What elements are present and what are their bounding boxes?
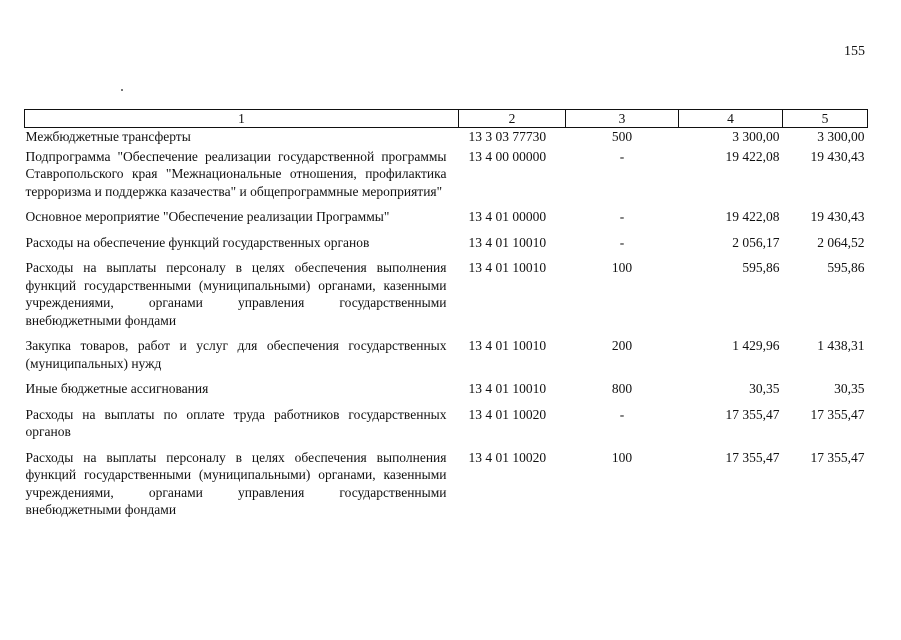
row-name: Межбюджетные трансферты — [25, 129, 191, 144]
header-col-1: 1 — [25, 110, 459, 128]
row-type: - — [619, 406, 625, 422]
header-col-4: 4 — [679, 110, 783, 128]
table-row — [25, 337, 868, 380]
row-code: 13 4 01 10010 — [468, 260, 547, 275]
row-value-5: 1 438,31 — [817, 338, 865, 353]
row-value-4: 1 429,96 — [732, 338, 780, 353]
row-value-5: 19 430,43 — [810, 209, 865, 224]
table-row — [25, 380, 868, 406]
row-name: Подпрограмма "Обеспечение реализации государственной программы Ставропольского края "Межнациональные отношения, профилактика терроризма и поддержка казачества" и общепрограммные мероприятия" — [25, 148, 447, 199]
row-type: 800 — [611, 381, 633, 396]
row-type: - — [619, 209, 625, 224]
row-value-4: 17 355,47 — [725, 449, 780, 465]
row-name: Основное мероприятие "Обеспечение реализации Программы" — [25, 209, 390, 224]
table-row — [25, 208, 868, 234]
row-value-5: 19 430,43 — [810, 148, 865, 164]
row-type: - — [619, 148, 625, 164]
row-name: Расходы на выплаты персоналу в целях обеспечения выполнения функций государственными (муниципальными) органами, казенными учреждениями, органами управления государственными внебюджетными фондами — [25, 449, 447, 517]
row-code: 13 4 01 10010 — [468, 338, 547, 353]
row-value-4: 19 422,08 — [725, 209, 780, 224]
budget-table — [24, 109, 868, 527]
row-value-4: 19 422,08 — [725, 148, 780, 164]
row-value-5: 3 300,00 — [817, 129, 865, 144]
row-name: Закупка товаров, работ и услуг для обеспечения государственных (муниципальных) нужд — [25, 338, 447, 371]
row-type: 500 — [611, 129, 633, 144]
table-row — [25, 234, 868, 260]
row-value-5: 595,86 — [827, 260, 865, 275]
table-header — [25, 110, 868, 128]
row-value-4: 2 056,17 — [732, 234, 780, 250]
row-value-5: 2 064,52 — [817, 234, 865, 250]
row-code: 13 4 00 00000 — [468, 148, 547, 164]
header-col-2: 2 — [459, 110, 566, 128]
page-number: 155 — [844, 44, 865, 59]
scan-speck — [121, 89, 123, 91]
table-row — [25, 449, 868, 527]
header-col-5: 5 — [783, 110, 868, 128]
row-type: 200 — [611, 338, 633, 353]
row-type: - — [619, 234, 625, 250]
row-code: 13 4 01 10020 — [468, 449, 547, 465]
row-name: Расходы на выплаты по оплате труда работников государственных органов — [25, 406, 447, 439]
row-value-4: 30,35 — [749, 381, 780, 396]
row-type: 100 — [611, 449, 633, 465]
row-type: 100 — [611, 260, 633, 275]
row-code: 13 4 01 10010 — [468, 381, 547, 396]
row-name: Расходы на выплаты персоналу в целях обеспечения выполнения функций государственными (муниципальными) органами, казенными учреждениями, органами управления государственными внебюджетными фондами — [25, 260, 447, 328]
row-code: 13 4 01 00000 — [468, 209, 547, 224]
row-value-5: 17 355,47 — [810, 406, 865, 422]
table-row — [25, 128, 868, 148]
row-code: 13 4 01 10020 — [468, 406, 547, 422]
table-row — [25, 148, 868, 209]
table-row — [25, 406, 868, 449]
row-code: 13 4 01 10010 — [468, 234, 547, 250]
row-value-4: 17 355,47 — [725, 406, 780, 422]
row-name: Расходы на обеспечение функций государственных органов — [25, 234, 370, 250]
row-value-5: 17 355,47 — [810, 449, 865, 465]
row-name: Иные бюджетные ассигнования — [25, 381, 209, 396]
table-row — [25, 259, 868, 337]
row-value-5: 30,35 — [834, 381, 865, 396]
row-value-4: 595,86 — [742, 260, 780, 275]
header-col-3: 3 — [566, 110, 679, 128]
row-code: 13 3 03 77730 — [468, 129, 547, 144]
row-value-4: 3 300,00 — [732, 129, 780, 144]
